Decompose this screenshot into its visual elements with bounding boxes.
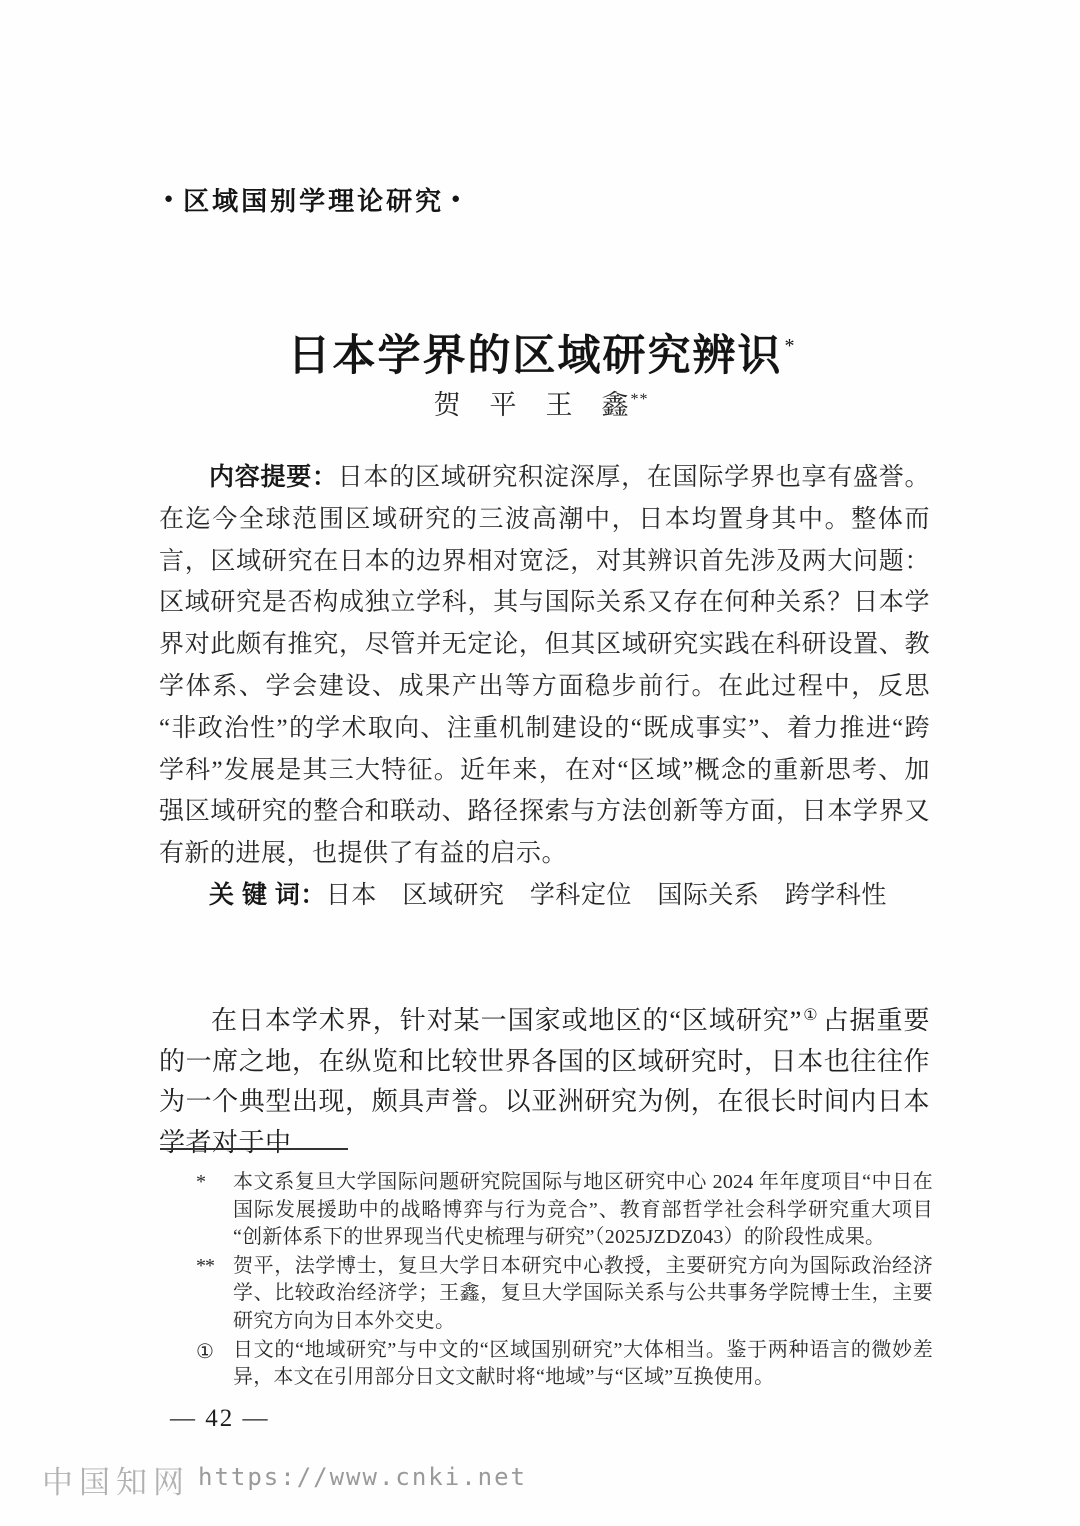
section-header — [164, 181, 460, 218]
footnote-text: 日文的“地域研究”与中文的“区域国别研究”大体相当。鉴于两种语言的微妙差异，本文在引用部分日文文献时将“地域”与“区域”互换使用。 — [233, 1338, 933, 1389]
body-paragraph — [159, 996, 930, 1163]
authors-footnote-marker: ** — [630, 391, 649, 408]
abstract-label: 内容提要： — [209, 463, 338, 491]
footnote-reference: ① — [802, 1007, 819, 1024]
section-header-label: 区域国别学理论研究 — [183, 186, 445, 216]
title-footnote-marker: * — [784, 334, 795, 357]
footnote-divider — [160, 1148, 348, 1150]
abstract-paragraph — [159, 457, 930, 875]
cnki-watermark-name: 中国知网 — [42, 1465, 190, 1500]
footnote-text: 本文系复旦大学国际问题研究院国际与地区研究中心 2024 年年度项目“中日在国际发展援助中的战略博弈与行为竞合”、教育部哲学社会科学研究重大项目“创新体系下的世界现当代史梳理与研究”（2025JZDZ043）的阶段性成果。 — [233, 1171, 933, 1249]
keywords-label: 关 键 词： — [209, 880, 326, 909]
body-text-part1: 在日本学术界，针对某一国家或地区的“区域研究” — [211, 1006, 802, 1035]
footnotes-section — [196, 1169, 933, 1392]
abstract-block — [159, 457, 930, 917]
keywords-text: 日本 区域研究 学科定位 国际关系 跨学科性 — [325, 881, 887, 909]
authors-names: 贺 平 王 鑫 — [433, 390, 630, 420]
bullet-icon: ● — [164, 190, 174, 207]
keywords-line — [159, 875, 930, 917]
body-text-part2: 占据重要的一席之地，在纵览和比较世界各国的区域研究时，日本也往往作为一个典型出现，颇具声誉。以亚洲研究为例，在很长时间内日本学者对于中 — [159, 1006, 930, 1157]
abstract-text: 日本的区域研究积淀深厚，在国际学界也享有盛誉。在迄今全球范围区域研究的三波高潮中，日本均置身其中。整体而言，区域研究在日本的边界相对宽泛，对其辨识首先涉及两大问题：区域研究是否构成独立学科，其与国际关系又存在何种关系？日本学界对此颇有推究，尽管并无定论，但其区域研究实践在科研设置、教学体系、学会建设、成果产出等方面稳步前行。在此过程中，反思“非政治性”的学术取向、注重机制建设的“既成事实”、着力推进“跨学科”发展是其三大特征。近年来，在对“区域”概念的重新思考、加强区域研究的整合和联动、路径探索与方法创新等方面，日本学界又有新的进展，也提供了有益的启示。 — [159, 464, 930, 868]
article-title-text: 日本学界的区域研究辨识 — [287, 332, 783, 380]
footnote-marker: * — [196, 1171, 205, 1193]
footnote-text: 贺平，法学博士，复旦大学日本研究中心教授，主要研究方向为国际政治经济学、比较政治经济学；王鑫，复旦大学国际关系与公共事务学院博士生，主要研究方向为日本外交史。 — [233, 1254, 933, 1332]
cnki-watermark-url: https://www.cnki.net — [198, 1463, 527, 1491]
authors-line — [155, 383, 927, 422]
article-title — [155, 322, 927, 383]
footnote-item — [196, 1169, 933, 1252]
page-number: — 42 — — [170, 1405, 270, 1432]
footnote-marker: ** — [196, 1254, 214, 1277]
footnote-marker: ① — [196, 1340, 213, 1363]
footnote-item — [196, 1337, 933, 1392]
bullet-icon: ● — [451, 190, 461, 207]
footnote-item — [196, 1253, 933, 1336]
